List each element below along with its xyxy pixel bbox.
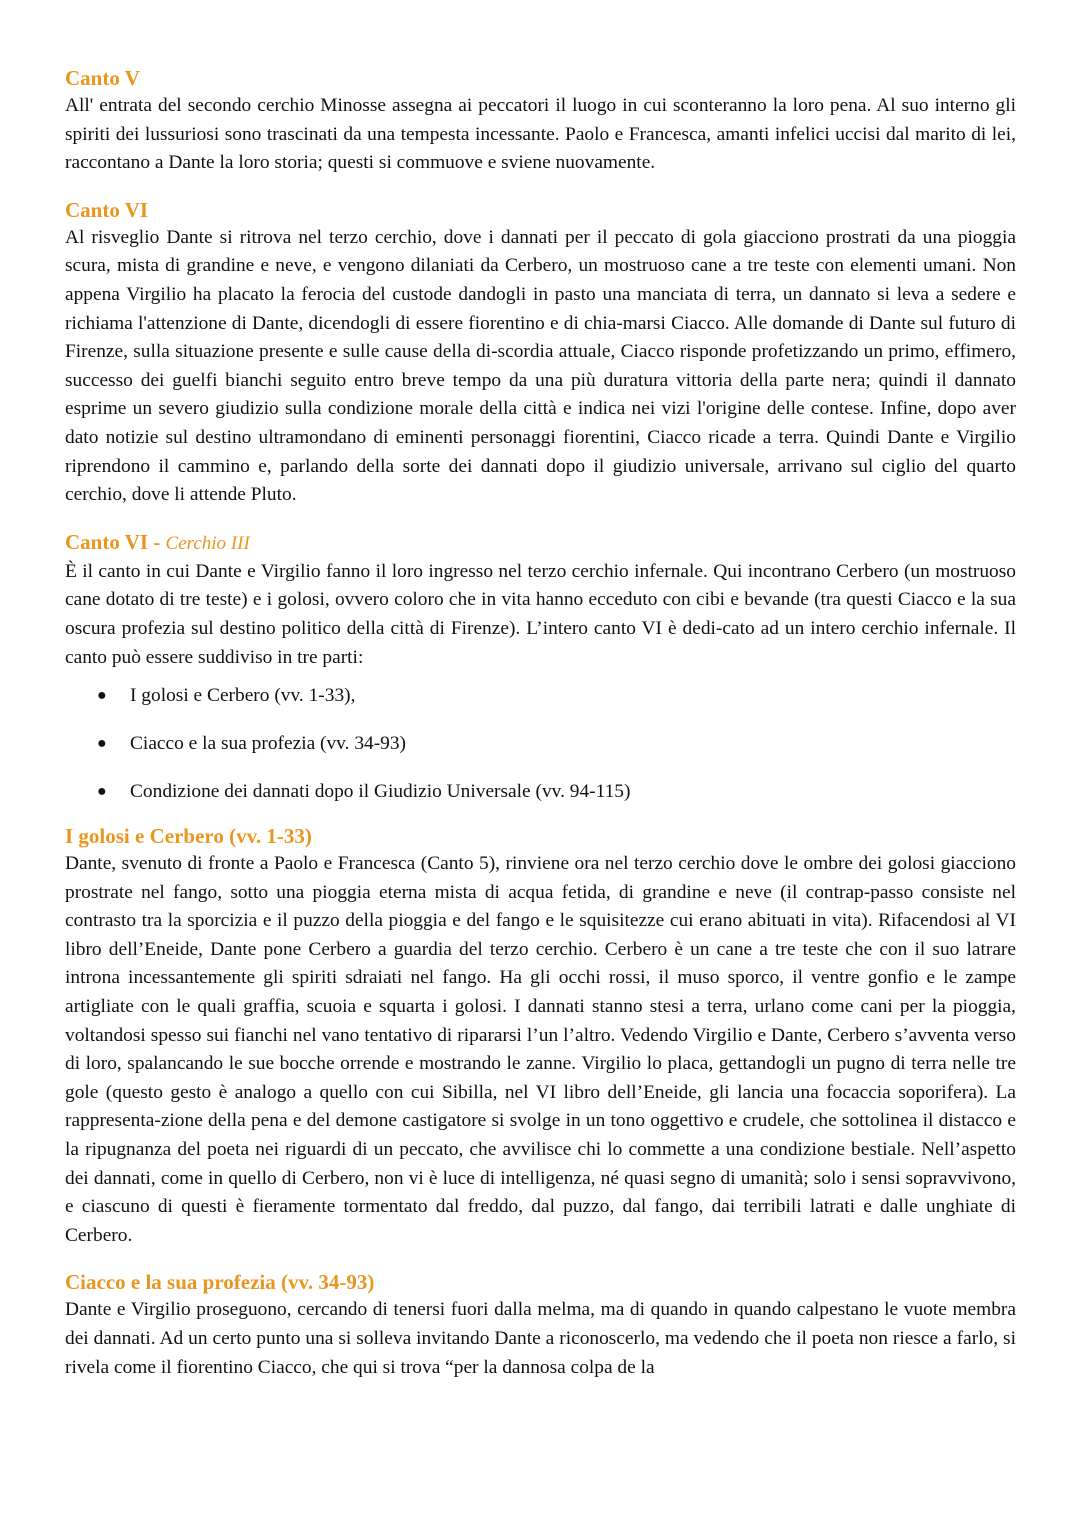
list-item bbox=[65, 768, 1016, 816]
section-heading: Ciacco e la sua profezia (vv. 34-93) bbox=[65, 1270, 375, 1295]
bullet-icon: ● bbox=[97, 687, 107, 705]
list-item bbox=[65, 720, 1016, 768]
bullet-icon: ● bbox=[97, 783, 107, 801]
list-item-text: Condizione dei dannati dopo il Giudizio Universale (vv. 94-115) bbox=[130, 781, 631, 803]
section-paragraph: Al risveglio Dante si ritrova nel terzo cerchio, dove i dannati per il peccato di gola giacciono prostrati da una pioggia scura, mista di grandine e neve, e vengono dilaniati da Cerbero, un mostruoso cane a tre teste con elementi umani. Non appena Virgilio ha placato la ferocia del custode dandogli in pasto una manciata di terra, un dannato si leva a sedere e richiama l'attenzione di Dante, dicendogli di essere fiorentino e di chia-marsi Ciacco. Alle domande di Dante sul futuro di Firenze, sulla situazione presente e sulle cause della di-scordia attuale, Ciacco risponde profetizzando un primo, effimero, successo dei guelfi bianchi seguito entro breve tempo da una più duratura vittoria della parte nera; quindi il dannato esprime un severo giudizio sulla condizione morale della città e indica nei vizi l'origine delle contese. Infine, dopo aver dato notizie sul destino ultramondano di eminenti personaggi fiorentini, Ciacco ricade a terra. Quindi Dante e Virgilio riprendono il cammino e, parlando della sorte dei dannati dopo il giudizio universale, arrivano sul ciglio del quarto cerchio, dove li attende Pluto. bbox=[65, 226, 1016, 506]
section-heading: Canto V bbox=[65, 66, 140, 90]
section-heading-main: Canto VI - bbox=[65, 529, 166, 554]
section-canto-vi-cerchio-iii bbox=[65, 528, 1016, 816]
section-paragraph: Dante, svenuto di fronte a Paolo e Francesca (Canto 5), rinviene ora nel terzo cerchio dove le ombre dei golosi giacciono prostrate nel fango, sotto una pioggia eterna mista di acqua fetida, di grandine e neve (il contrap-passo consiste nel contrasto tra la sporcizia e il puzzo della pioggia e del fango e le squisitezze cui erano abituati in vita). Rifacendosi al VI libro dell’Eneide, Dante pone Cerbero a guardia del terzo cerchio. Cerbero è un cane a tre teste che con il suo latrare introna incessantemente gli spiriti sdraiati nel fango. Ha gli occhi rossi, il muso sporco, il ventre gonfio e le zampe artigliate con le quali graffia, scuoia e squarta i golosi. I dannati stanno stesi a terra, urlano come cani per la pioggia, voltandosi spesso sui fianchi nel vano tentativo di ripararsi l’un l’altro. Vedendo Virgilio e Dante, Cerbero s’avventa verso di loro, spalancando le sue bocche orrende e mostrando le zanne. Virgilio lo placa, gettandogli un pugno di terra nelle tre gole (questo gesto è analogo a quello con cui Sibilla, nel VI libro dell’Eneide, gli lancia una focaccia soporifera). La rappresenta-zione della pena e del demone castigatore si svolge in un tono oggettivo e crudele, che sottolinea il distacco e la ripugnanza del poeta nei riguardi di un peccato, che avvilisce chi lo commette a una condizione bestiale. Nell’aspetto dei dannati, come in quello di Cerbero, non vi è luce di intelligenza, né quasi segno di umanità; solo i sensi sopravvivono, e ciascuno di questi è fieramente tormentato dal freddo, dal puzzo, dal fango, dai terribili latrati e dalle unghiate di Cerbero. bbox=[65, 853, 1016, 1246]
bullet-icon: ● bbox=[97, 735, 107, 753]
section-golosi-cerbero bbox=[65, 822, 1016, 1250]
bullet-list bbox=[65, 672, 1016, 816]
section-heading: Canto VI bbox=[65, 197, 149, 222]
section-paragraph: All' entrata del secondo cerchio Minosse assegna ai peccatori il luogo in cui sconteranno la loro pena. Al suo interno gli spiriti dei lussuriosi sono trascinati da una tempesta incessante. Paolo e Francesca, amanti infelici uccisi dal marito di lei, raccontano a Dante la loro storia; questi si commuove e sviene nuovamente. bbox=[65, 95, 1016, 174]
section-subheading: Cerchio III bbox=[165, 532, 250, 554]
section-paragraph: Dante e Virgilio proseguono, cercando di tenersi fuori dalla melma, ma di quando in quando calpestano le vuote membra dei dannati. Ad un certo punto una si solleva invitando Dante a riconoscerlo, ma vedendo che il poeta non riesce a farlo, si rivela come il fiorentino Ciacco, che qui si trova “per la dannosa colpa de la bbox=[65, 1299, 1016, 1378]
section-heading bbox=[65, 528, 1016, 558]
list-item bbox=[65, 672, 1016, 720]
list-item-text: Ciacco e la sua profezia (vv. 34-93) bbox=[130, 733, 407, 755]
section-paragraph: È il canto in cui Dante e Virgilio fanno il loro ingresso nel terzo cerchio infernale. Qui incontrano Cerbero (un mostruoso cane dotato di tre teste) e i golosi, ovvero coloro che in vita hanno ecceduto con cibi e bevande (tra questi Ciacco e la sua oscura profezia sul destino politico della città di Firenze). L’intero canto VI è dedi-cato ad un intero cerchio infernale. Il canto può essere suddiviso in tre parti: bbox=[65, 560, 1016, 668]
section-ciacco-profezia bbox=[65, 1268, 1016, 1382]
section-canto-vi bbox=[65, 196, 1016, 510]
list-item-text: I golosi e Cerbero (vv. 1-33), bbox=[130, 685, 356, 707]
section-heading: I golosi e Cerbero (vv. 1-33) bbox=[65, 824, 312, 849]
section-canto-v bbox=[65, 64, 1016, 178]
